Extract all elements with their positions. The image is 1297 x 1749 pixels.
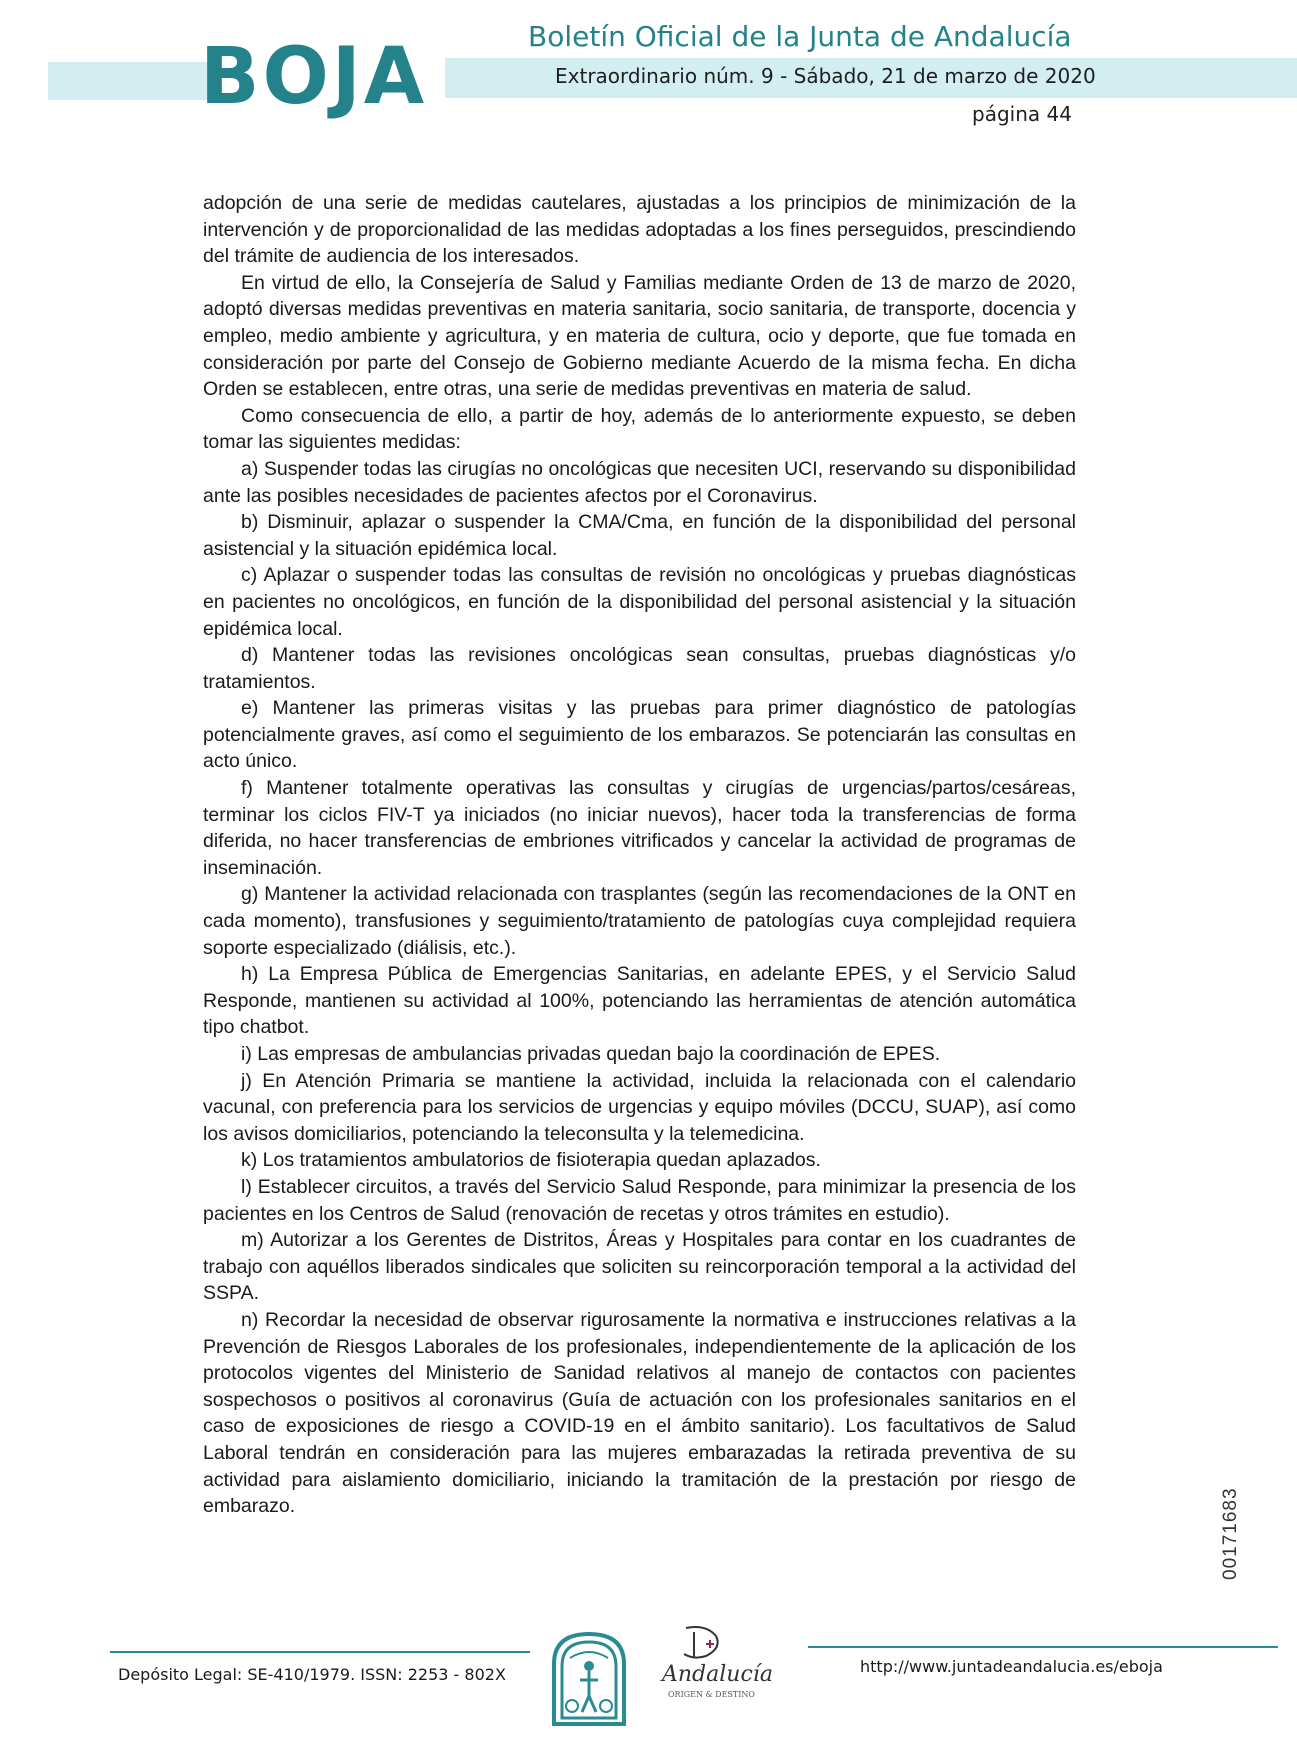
andalucia-tagline: ORIGEN & DESTINO xyxy=(668,1690,755,1699)
paragraph: adopción de una serie de medidas cautelares, ajustadas a los principios de minimización de la intervención y de proporcionalidad de las medidas adoptadas a los fines perseguidos, prescindiendo del trámite de audiencia de los interesados. xyxy=(203,192,1076,268)
measure-item: a) Suspender todas las cirugías no oncológicas que necesiten UCI, reservando su disponibilidad ante las posibles necesidades de pacientes afectos por el Coronavirus. xyxy=(203,457,1076,507)
measure-item: b) Disminuir, aplazar o suspender la CMA/Cma, en función de la disponibilidad del personal asistencial y la situación epidémica local. xyxy=(203,511,1076,560)
footer-rule-right xyxy=(808,1646,1278,1648)
paragraph: Como consecuencia de ello, a partir de hoy, además de lo anteriormente expuesto, se deben tomar las siguientes medidas: xyxy=(203,404,1076,454)
andalucia-wordmark: Andalucía xyxy=(662,1662,773,1687)
page-header xyxy=(0,0,1297,130)
measure-item: d) Mantener todas las revisiones oncológicas sean consultas, pruebas diagnósticas y/o tratamientos. xyxy=(203,644,1076,693)
edition-line: Extraordinario núm. 9 - Sábado, 21 de marzo de 2020 xyxy=(555,64,1096,88)
measure-item: n) Recordar la necesidad de observar rigurosamente la normativa e instrucciones relativas a la Prevención de Riesgos Laborales de los profesionales, independientemente de la aplicación de los protocolos vigentes del Ministerio de Sanidad relativos al manejo de contactos con pacientes sospechosos o positivos al coronavirus (Guía de actuación con los profesionales sanitarios en el caso de exposiciones de riesgo a COVID-19 en el ámbito sanitario). Los facultativos de Salud Laboral tendrán en consideración para las mujeres embarazadas la retirada preventiva de su actividad para aislamiento domiciliario, iniciando la tramitación de la prestación por riesgo de embarazo. xyxy=(203,1308,1076,1518)
measure-item: l) Establecer circuitos, a través del Servicio Salud Responde, para minimizar la presencia de los pacientes en los Centros de Salud (renovación de recetas y otros trámites en estudio). xyxy=(203,1175,1076,1225)
measure-item: f) Mantener totalmente operativas las consultas y cirugías de urgencias/partos/cesáreas, terminar los ciclos FIV-T ya iniciados (no iniciar nuevos), hacer toda la transferencias de forma diferida, no hacer transferencias de embriones vitrificados y cancelar la actividad de programas de inseminación. xyxy=(203,777,1076,879)
measure-item: k) Los tratamientos ambulatorios de fisioterapia quedan aplazados. xyxy=(241,1149,821,1172)
measure-item: e) Mantener las primeras visitas y las pruebas para primer diagnóstico de patologías potencialmente graves, así como el seguimiento de los embarazos. Se potenciarán las consultas en acto único. xyxy=(203,697,1076,773)
boja-logo: BOJA xyxy=(200,32,428,122)
footer-rule-left xyxy=(110,1651,530,1653)
legal-deposit: Depósito Legal: SE-410/1979. ISSN: 2253 - 802X xyxy=(118,1665,506,1684)
bulletin-title: Boletín Oficial de la Junta de Andalucía xyxy=(528,20,1072,53)
measure-item: j) En Atención Primaria se mantiene la actividad, incluida la relacionada con el calendario vacunal, con preferencia para los servicios de urgencias y equipo móviles (DCCU, SUAP), así como los avisos domiciliarios, potenciando la teleconsulta y la telemedicina. xyxy=(203,1069,1076,1145)
junta-coat-of-arms-icon xyxy=(548,1628,630,1728)
document-id-code: 00171683 xyxy=(1220,1487,1241,1580)
document-body xyxy=(203,190,1076,1520)
measure-item: g) Mantener la actividad relacionada con trasplantes (según las recomendaciones de la ONT en cada momento), transfusiones y seguimiento/tratamiento de patologías cuya complejidad requiera soporte especializado (diálisis, etc.). xyxy=(203,883,1076,959)
measure-item: m) Autorizar a los Gerentes de Distritos, Áreas y Hospitales para contar en los cuadrantes de trabajo con aquéllos liberados sindicales que soliciten su reincorporación temporal a la actividad del SSPA. xyxy=(203,1229,1076,1305)
measure-item: h) La Empresa Pública de Emergencias Sanitarias, en adelante EPES, y el Servicio Salud Responde, mantienen su actividad al 100%, potenciando las herramientas de atención automática tipo chatbot. xyxy=(203,963,1076,1039)
andalucia-brand-icon xyxy=(676,1622,726,1664)
footer-url-link[interactable]: http://www.juntadeandalucia.es/eboja xyxy=(860,1657,1163,1676)
paragraph: En virtud de ello, la Consejería de Salud y Familias mediante Orden de 13 de marzo de 2020, adoptó diversas medidas preventivas en materia sanitaria, socio sanitaria, de transporte, docencia y empleo, medio ambiente y agricultura, y en materia de cultura, ocio y deporte, que fue tomada en consideración por parte del Consejo de Gobierno mediante Acuerdo de la misma fecha. En dicha Orden se establecen, entre otras, una serie de medidas preventivas en materia de salud. xyxy=(203,271,1076,401)
header-band-left xyxy=(48,62,208,100)
measure-item: i) Las empresas de ambulancias privadas quedan bajo la coordinación de EPES. xyxy=(241,1043,941,1065)
measure-item: c) Aplazar o suspender todas las consultas de revisión no oncológicas y pruebas diagnósticas en pacientes no oncológicos, en función de la disponibilidad del personal asistencial y la situación epidémica local. xyxy=(203,564,1076,640)
page-number: página 44 xyxy=(972,102,1072,126)
